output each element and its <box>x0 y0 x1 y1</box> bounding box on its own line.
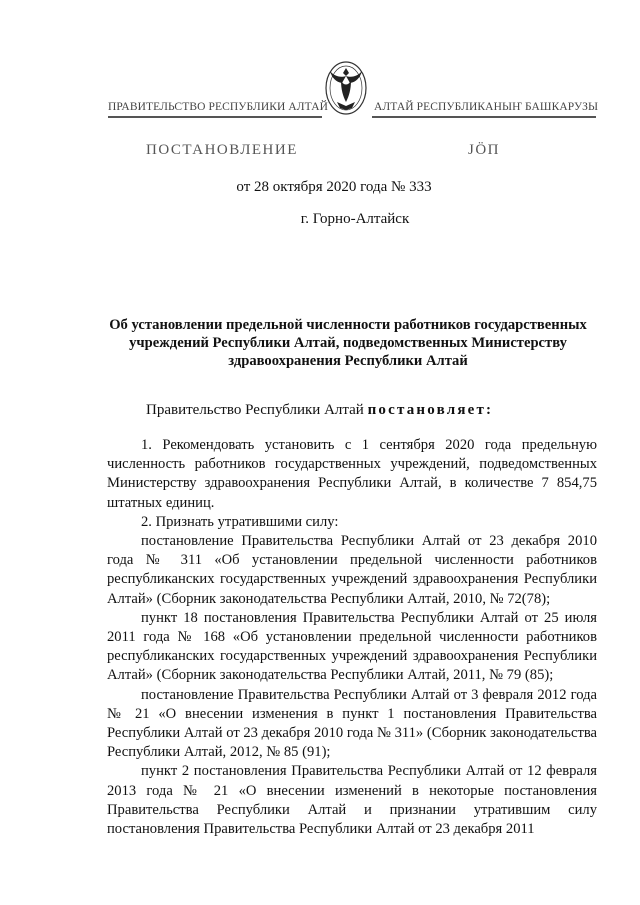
doc-type-alt: ЈÖП <box>468 142 501 158</box>
coat-of-arms-icon <box>321 58 371 118</box>
paragraph: пункт 18 постановления Правительства Республики Алтай от 25 июля 2011 года № 168 «Об установлении предельной численности работников республиканских государственных учреждений здравоохранения Республики Алтай» (Сборник законодательства Республики Алтай, 2011, № 79 (85); <box>107 609 597 684</box>
doc-title: Об установлении предельной численности работников государственных учреждений Республики Алтай, подведомственных Министерству здравоохранения Республики Алтай <box>109 317 587 370</box>
preamble-subject: Правительство Республики Алтай <box>146 402 364 418</box>
header-rule-left <box>108 116 322 118</box>
doc-body <box>107 436 597 839</box>
paragraph: постановление Правительства Республики Алтай от 3 февраля 2012 года № 21 «О внесении изменения в пункт 1 постановления Правительства Республики Алтай от 23 декабря 2010 года № 311» (Сборник законодательства Республики Алтай, 2012, № 85 (91); <box>107 686 597 761</box>
paragraph: 1. Рекомендовать установить с 1 сентября 2020 года предельную численность работников государственных учреждений, подведомственных Министерству здравоохранения Республики Алтай, в количестве 7 854,75 штатных единиц. <box>107 437 597 511</box>
paragraph: постановление Правительства Республики Алтай от 23 декабря 2010 года № 311 «Об установлении предельной численности работников республиканских государственных учреждений здравоохранения Республики Алтай» (Сборник законодательства Республики Алтай, 2010, № 72(78); <box>107 533 597 607</box>
header-rule-right <box>372 116 596 118</box>
doc-date-number: от 28 октября 2020 года № 333 <box>236 179 432 195</box>
paragraph: 2. Признать утратившими силу: <box>141 513 339 530</box>
preamble <box>146 402 493 419</box>
doc-type-ru: ПОСТАНОВЛЕНИЕ <box>146 142 298 158</box>
header-left-org: ПРАВИТЕЛЬСТВО РЕСПУБЛИКИ АЛТАЙ <box>108 101 329 113</box>
paragraph: пункт 2 постановления Правительства Республики Алтай от 12 февраля 2013 года № 21 «О внесении изменений в некоторые постановления Правительства Республики Алтай и признании утратившим силу постановления Правительства Республики Алтай от 23 декабря 2011 <box>107 763 597 838</box>
preamble-verb: постановляет: <box>367 402 494 418</box>
doc-city: г. Горно-Алтайск <box>300 211 410 227</box>
header-right-org: АЛТАЙ РЕСПУБЛИКАНЫҤ БАШКАРУЗЫ <box>374 101 599 113</box>
